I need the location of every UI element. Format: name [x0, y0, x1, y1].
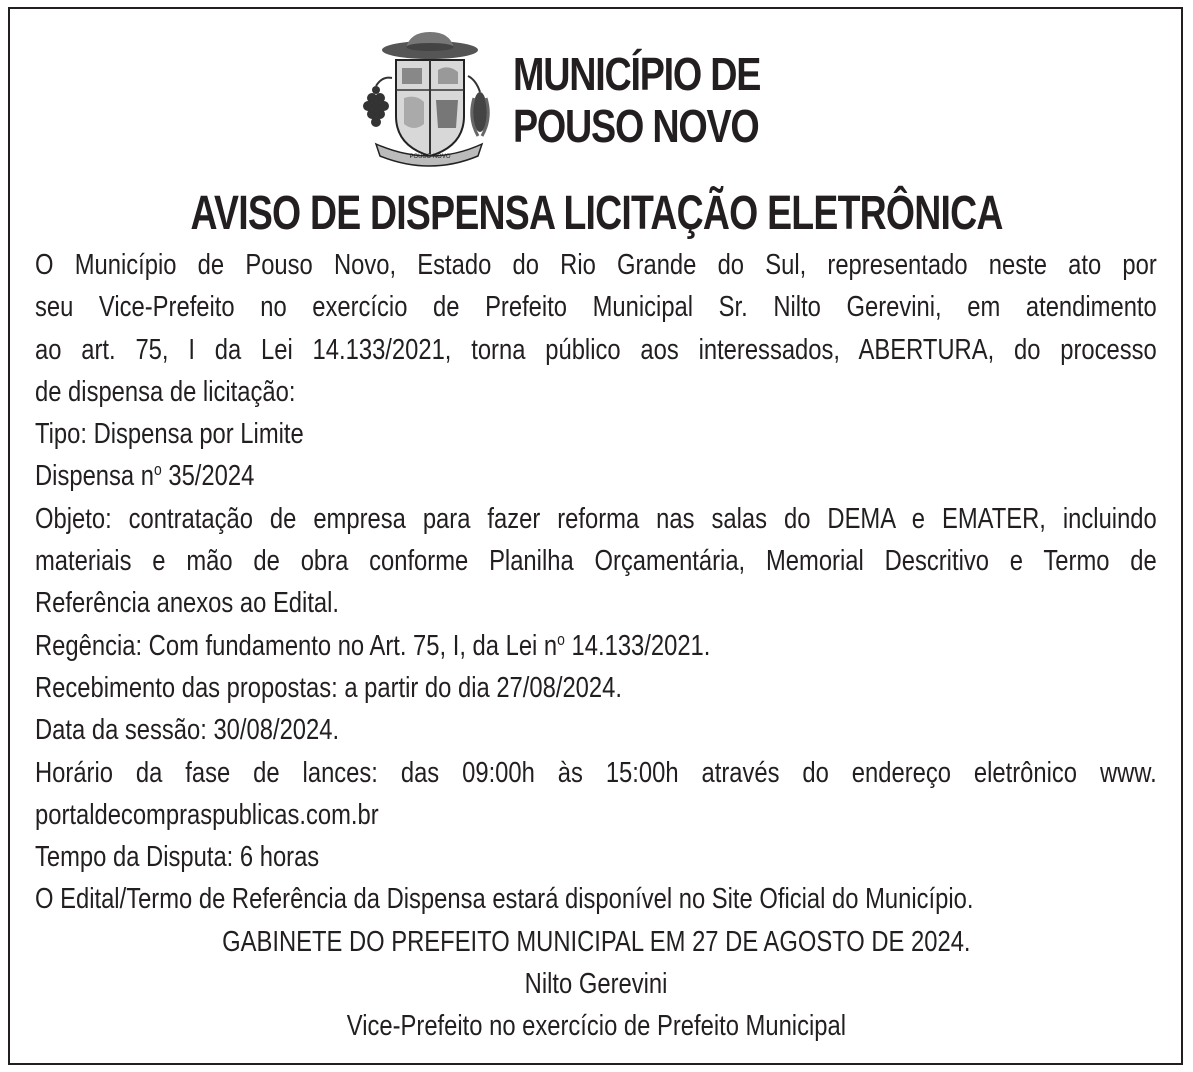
svg-text:POUSO NOVO: POUSO NOVO	[409, 154, 451, 160]
notice-body	[35, 244, 1157, 1048]
tipo-line: Tipo: Dispensa por Limite	[35, 418, 304, 451]
edital-info-line: O Edital/Termo de Referência da Dispensa estará disponível no Site Oficial do Município.	[35, 883, 974, 916]
intro-line: seu Vice-Prefeito no exercício de Prefeito Municipal Sr. Nilto Gerevini, em atendimento	[35, 291, 1157, 324]
intro-line: ao art. 75, I da Lei 14.133/2021, torna público aos interessados, ABERTURA, do processo	[35, 333, 1157, 366]
intro-line: O Município de Pouso Novo, Estado do Rio Grande do Sul, representado neste ato por	[35, 249, 1157, 281]
dispensa-number-line: Dispensa $n^o$ 35/2024	[35, 460, 255, 493]
municipal-coat-of-arms-icon	[358, 28, 498, 168]
horario-line: portaldecompraspublicas.com.br	[35, 798, 379, 831]
recebimento-line: Recebimento das propostas: a partir do dia 27/08/2024.	[35, 671, 622, 704]
tempo-disputa-line: Tempo da Disputa: 6 horas	[35, 841, 320, 874]
signer-role: Vice-Prefeito no exercício de Prefeito Municipal	[346, 1010, 846, 1043]
municipality-name	[513, 48, 760, 152]
objeto-line: materiais e mão de obra conforme Planilha Orçamentária, Memorial Descritivo e Termo de	[35, 545, 1157, 578]
municipality-name-line1: MUNICÍPIO DE	[513, 48, 761, 100]
notice-title-text: AVISO DE DISPENSA LICITAÇÃO ELETRÔNICA	[190, 187, 1003, 240]
objeto-line: Objeto: contratação de empresa para fazer reforma nas salas do DEMA e EMATER, incluindo	[35, 502, 1157, 535]
municipality-name-line2: POUSO NOVO	[513, 100, 759, 152]
header	[358, 28, 838, 173]
horario-line: Horário da fase de lances: das 09:00h às 15:00h através do endereço eletrônico www.	[35, 756, 1157, 789]
signer-name: Nilto Gerevini	[524, 968, 668, 1001]
notice-title	[0, 186, 1193, 242]
intro-line: de dispensa de licitação:	[35, 375, 296, 408]
data-sessao-line: Data da sessão: 30/08/2024.	[35, 714, 340, 747]
regencia-line: Regência: Com fundamento no Art. 75, I, da Lei $n^o$ 14.133/2021.	[35, 629, 711, 662]
gabinete-line: GABINETE DO PREFEITO MUNICIPAL EM 27 DE AGOSTO DE 2024.	[221, 925, 971, 958]
objeto-line: Referência anexos ao Edital.	[35, 587, 340, 620]
